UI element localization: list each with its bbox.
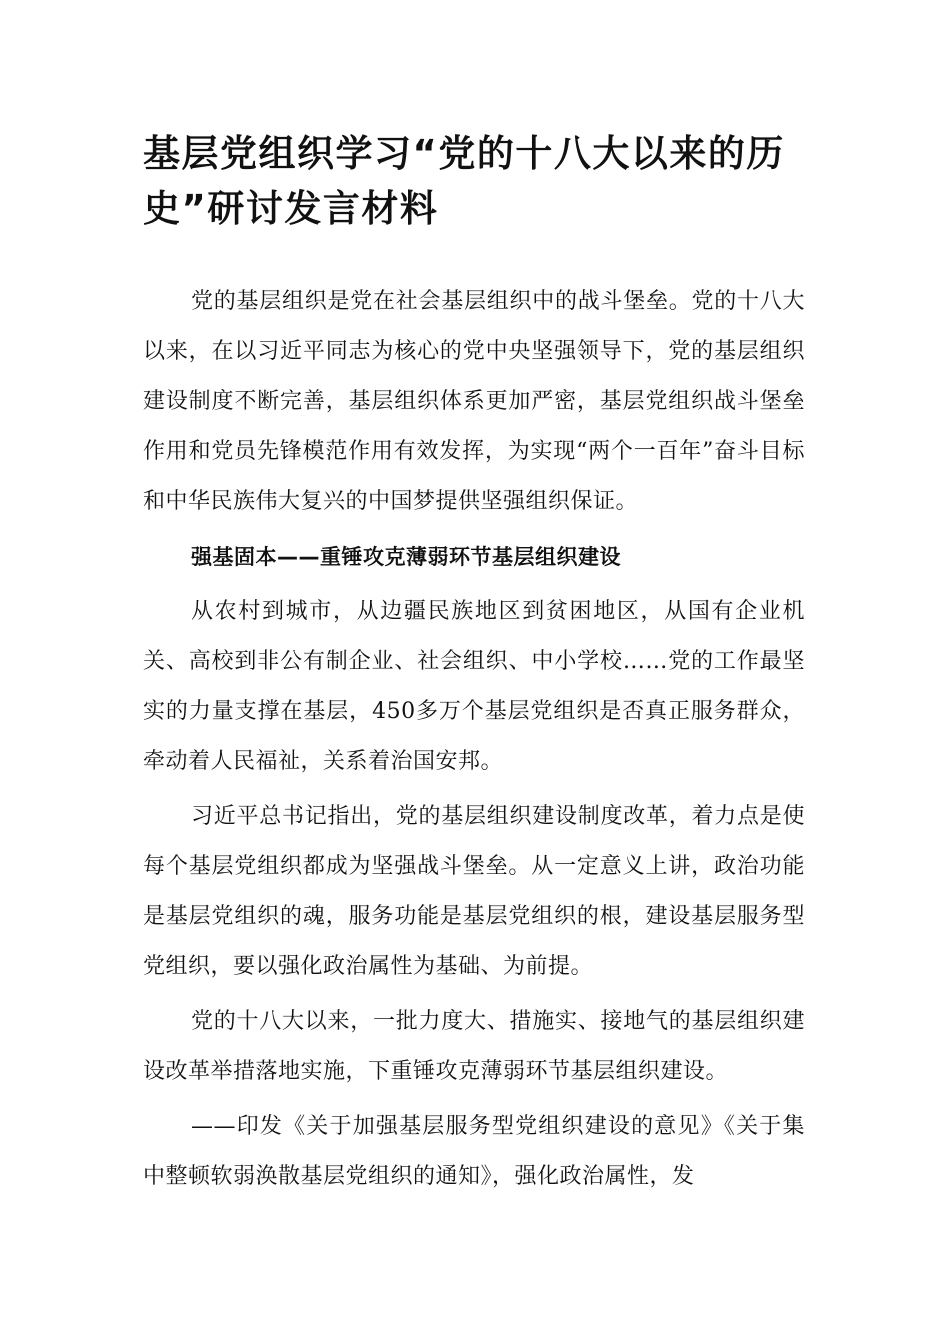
document-body bbox=[143, 277, 805, 1207]
intro-paragraph: 党的基层组织是党在社会基层组织中的战斗堡垒。党的十八大以来，在以习近平同志为核心的党中央坚强领导下，党的基层组织建设制度不断完善，基层组织体系更加严密，基层党组织战斗堡垒作用和党员先锋模范作用有效发挥，为实现“两个一百年”奋斗目标和中华民族伟大复兴的中国梦提供坚强组织保证。 bbox=[143, 289, 805, 514]
section-heading: 强基固本——重锤攻克薄弱环节基层组织建设 bbox=[191, 545, 621, 569]
body-paragraph: 从农村到城市，从边疆民族地区到贫困地区，从国有企业机关、高校到非公有制企业、社会组织、中小学校……党的工作最坚实的力量支撑在基层，450多万个基层党组织是否真正服务群众，牵动着人民福祉，关系着治国安邦。 bbox=[143, 599, 805, 774]
document-title: 基层党组织学习“党的十八大以来的历史”研讨发言材料 bbox=[143, 132, 785, 230]
body-paragraph: 习近平总书记指出，党的基层组织建设制度改革，着力点是使每个基层党组织都成为坚强战斗堡垒。从一定意义上讲，政治功能是基层党组织的魂，服务功能是基层党组织的根，建设基层服务型党组织，要以强化政治属性为基础、为前提。 bbox=[143, 804, 805, 979]
body-paragraph: 党的十八大以来，一批力度大、措施实、接地气的基层组织建设改革举措落地实施，下重锤攻克薄弱环节基层组织建设。 bbox=[143, 1009, 805, 1084]
body-paragraph: ——印发《关于加强基层服务型党组织建设的意见》《关于集中整顿软弱涣散基层党组织的通知》，强化政治属性，发 bbox=[143, 1114, 805, 1189]
